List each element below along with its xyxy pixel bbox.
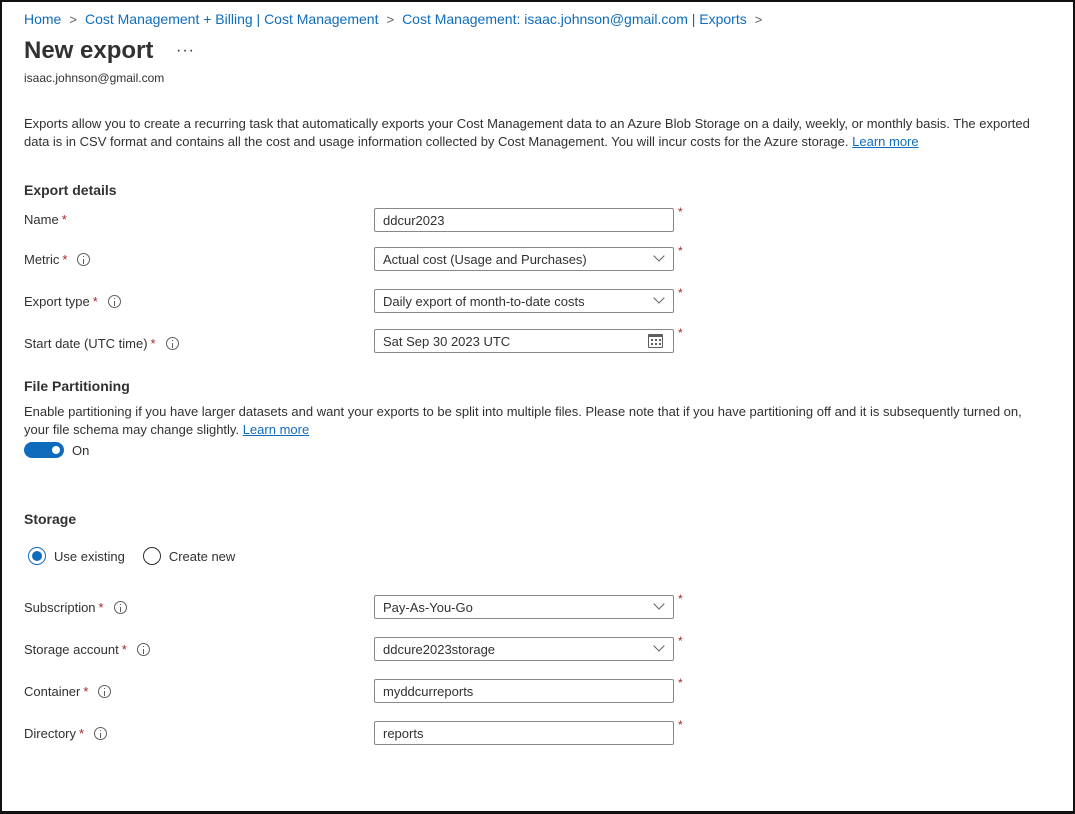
metric-label	[24, 252, 90, 267]
directory-input-text[interactable]	[383, 726, 665, 741]
export-type-label	[24, 294, 121, 309]
calendar-icon[interactable]	[648, 334, 663, 348]
breadcrumb-cost-management[interactable]: Cost Management + Billing | Cost Management	[84, 11, 379, 27]
required-indicator: *	[79, 726, 85, 741]
intro-description: Exports allow you to create a recurring task that automatically exports your Cost Management data to an Azure Blob Storage on a daily, weekly, or monthly basis. The exported data is in CSV format and contains all the cost and usage information collected by Cost Management. You will incur costs for the Azure storage.	[24, 116, 1030, 149]
container-label	[24, 684, 111, 699]
metric-value: Actual cost (Usage and Purchases)	[383, 251, 587, 267]
radio-checked-icon	[28, 547, 46, 565]
required-indicator: *	[678, 326, 683, 340]
storage-radio-group	[28, 547, 235, 565]
subscription-label-text: Subscription	[24, 600, 96, 615]
breadcrumb	[24, 11, 770, 27]
required-indicator: *	[678, 634, 683, 648]
required-indicator: *	[678, 718, 683, 732]
chevron-down-icon	[653, 640, 664, 651]
storage-account-value: ddcure2023storage	[383, 641, 496, 657]
partitioning-description: Enable partitioning if you have larger datasets and want your exports to be split into multiple files. Please note that if you have partitioning off and it is subsequently turned on, your file schema may change slightly.	[24, 404, 1022, 437]
metric-dropdown[interactable]	[374, 247, 674, 271]
breadcrumb-home[interactable]: Home	[24, 11, 62, 27]
start-date-value: Sat Sep 30 2023 UTC	[383, 333, 511, 349]
required-indicator: *	[678, 205, 683, 219]
chevron-right-icon: >	[69, 11, 77, 27]
required-indicator: *	[678, 286, 683, 300]
required-indicator: *	[678, 592, 683, 606]
info-icon[interactable]	[108, 295, 121, 308]
more-options-button[interactable]: ···	[176, 42, 195, 59]
required-indicator: *	[83, 684, 89, 699]
chevron-right-icon: >	[386, 11, 395, 27]
required-indicator: *	[678, 676, 683, 690]
container-input-text[interactable]	[383, 684, 665, 699]
create-new-radio[interactable]	[143, 547, 235, 565]
partitioning-toggle[interactable]	[24, 442, 64, 458]
use-existing-label: Use existing	[54, 548, 125, 564]
required-indicator: *	[61, 212, 67, 227]
export-type-value: Daily export of month-to-date costs	[383, 293, 585, 309]
chevron-right-icon: >	[754, 11, 763, 27]
required-indicator: *	[92, 294, 98, 309]
storage-account-label	[24, 642, 150, 657]
storage-account-label-text: Storage account	[24, 642, 119, 657]
name-input-text[interactable]	[383, 213, 665, 228]
partitioning-learn-more-link[interactable]: Learn more	[242, 421, 310, 437]
chevron-down-icon	[653, 292, 664, 303]
create-new-label: Create new	[168, 548, 236, 564]
file-partitioning-heading: File Partitioning	[24, 378, 130, 394]
directory-input[interactable]	[374, 721, 674, 745]
container-input[interactable]	[374, 679, 674, 703]
storage-account-dropdown[interactable]	[374, 637, 674, 661]
storage-heading: Storage	[24, 511, 77, 527]
partitioning-toggle-label: On	[72, 443, 90, 458]
export-type-label-text: Export type	[24, 294, 90, 309]
use-existing-radio[interactable]	[28, 547, 125, 565]
radio-unchecked-icon	[143, 547, 161, 565]
page-title: New export	[24, 37, 154, 64]
name-label-text: Name	[24, 212, 59, 227]
name-input[interactable]	[374, 208, 674, 232]
container-label-text: Container	[24, 684, 81, 699]
export-type-dropdown[interactable]	[374, 289, 674, 313]
chevron-down-icon	[653, 250, 664, 261]
info-icon[interactable]	[77, 253, 90, 266]
subscription-label	[24, 600, 127, 615]
info-icon[interactable]	[94, 727, 107, 740]
name-label	[24, 212, 67, 227]
metric-label-text: Metric	[24, 252, 60, 267]
required-indicator: *	[98, 600, 104, 615]
start-date-label-text: Start date (UTC time)	[24, 336, 148, 351]
intro-text	[24, 115, 1049, 150]
required-indicator: *	[150, 336, 156, 351]
toggle-knob	[52, 446, 60, 454]
directory-label-text: Directory	[24, 726, 77, 741]
info-icon[interactable]	[114, 601, 127, 614]
required-indicator: *	[678, 244, 683, 258]
breadcrumb-exports[interactable]: Cost Management: isaac.johnson@gmail.com | Exports	[402, 11, 747, 27]
info-icon[interactable]	[137, 643, 150, 656]
intro-learn-more-link[interactable]: Learn more	[852, 133, 919, 149]
required-indicator: *	[62, 252, 68, 267]
required-indicator: *	[121, 642, 127, 657]
partitioning-text	[24, 403, 1049, 438]
subscription-dropdown[interactable]	[374, 595, 674, 619]
chevron-down-icon	[653, 598, 664, 609]
directory-label	[24, 726, 107, 741]
subscription-value: Pay-As-You-Go	[383, 599, 473, 615]
export-details-heading: Export details	[24, 182, 117, 198]
start-date-label	[24, 336, 179, 351]
info-icon[interactable]	[98, 685, 111, 698]
page-subtitle: isaac.johnson@gmail.com	[24, 71, 165, 85]
start-date-picker[interactable]	[374, 329, 674, 353]
info-icon[interactable]	[166, 337, 179, 350]
